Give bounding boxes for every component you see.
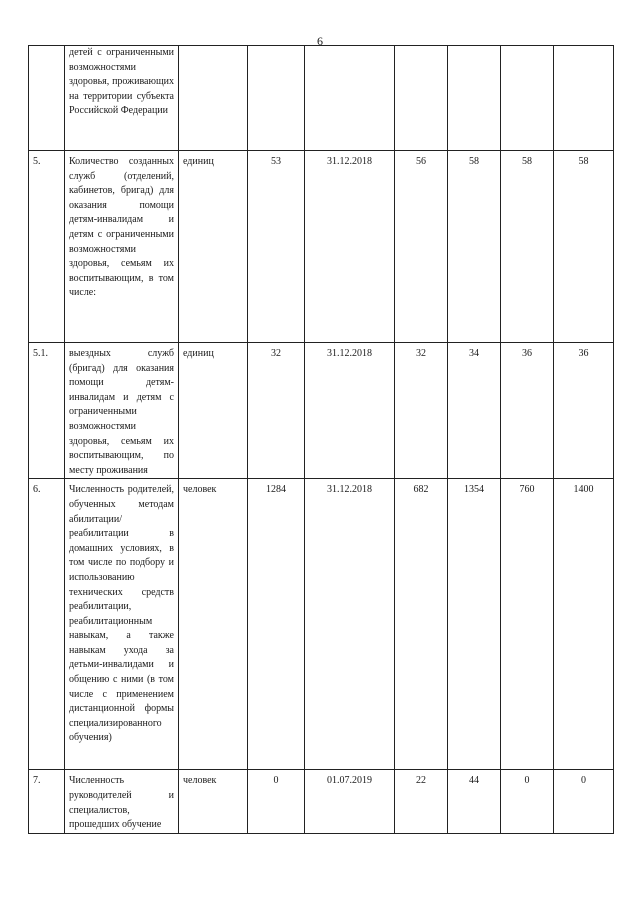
row-number: 5. — [29, 151, 65, 343]
value-cell-4: 58 — [554, 151, 614, 343]
unit-cell: человек — [179, 770, 248, 833]
base-value-cell — [248, 46, 305, 151]
date-cell: 31.12.2018 — [305, 343, 395, 479]
date-cell: 31.12.2018 — [305, 479, 395, 770]
value-cell-3: 760 — [501, 479, 554, 770]
row-number: 6. — [29, 479, 65, 770]
indicator-name — [65, 343, 179, 479]
indicator-name-text: детей с ограниченными возможностями здоровья, проживающих на территории субъекта Российской Федерации — [69, 47, 174, 117]
base-value-cell: 53 — [248, 151, 305, 343]
value-cell-4: 1400 — [554, 479, 614, 770]
value-cell-2: 1354 — [448, 479, 501, 770]
base-value-cell: 32 — [248, 343, 305, 479]
value-cell-4: 36 — [554, 343, 614, 479]
value-cell-1: 32 — [395, 343, 448, 479]
indicator-name-text: Численность руководителей и специалистов, прошедших обучение — [69, 775, 174, 831]
indicator-name — [65, 479, 179, 770]
table-row — [29, 151, 614, 343]
row-number: 7. — [29, 770, 65, 833]
unit-cell: человек — [179, 479, 248, 770]
unit-cell — [179, 46, 248, 151]
table-row — [29, 479, 614, 770]
indicator-name-text: Численность родителей, обученных методам абилитации/реабилитации в домашних условиях, в том числе по подбору и использованию технических средств реабилитации, реабилитационным навыкам, а также навыкам ухода за детьми-инвалидами и общению с ними (в том числе с применением дистанционной формы специализированного обучения) — [69, 484, 174, 744]
value-cell-2: 58 — [448, 151, 501, 343]
date-cell: 31.12.2018 — [305, 151, 395, 343]
base-value-cell: 0 — [248, 770, 305, 833]
value-cell-2 — [448, 46, 501, 151]
row-number: 5.1. — [29, 343, 65, 479]
indicator-name-text: выездных служб (бригад) для оказания помощи детям-инвалидам и детям с ограниченными возможностями здоровья, семьям их воспитывающим, по месту проживания — [69, 348, 174, 476]
indicators-table — [28, 45, 614, 834]
value-cell-3 — [501, 46, 554, 151]
value-cell-4 — [554, 46, 614, 151]
value-cell-1: 682 — [395, 479, 448, 770]
table-row — [29, 46, 614, 151]
unit-cell: единиц — [179, 151, 248, 343]
value-cell-3: 58 — [501, 151, 554, 343]
table-row — [29, 343, 614, 479]
indicator-name-text: Количество созданных служб (отделений, кабинетов, бригад) для оказания помощи детям-инвалидам и детям с ограниченными возможностями здоровья, семьям их воспитывающим, в том числе: — [69, 156, 174, 299]
value-cell-1: 56 — [395, 151, 448, 343]
indicator-name — [65, 46, 179, 151]
value-cell-3: 0 — [501, 770, 554, 833]
date-cell — [305, 46, 395, 151]
value-cell-1 — [395, 46, 448, 151]
page-number: 6 — [317, 34, 323, 48]
indicator-name — [65, 770, 179, 833]
value-cell-1: 22 — [395, 770, 448, 833]
value-cell-4: 0 — [554, 770, 614, 833]
table-row — [29, 770, 614, 833]
value-cell-2: 44 — [448, 770, 501, 833]
indicator-name — [65, 151, 179, 343]
date-cell: 01.07.2019 — [305, 770, 395, 833]
unit-cell: единиц — [179, 343, 248, 479]
value-cell-3: 36 — [501, 343, 554, 479]
value-cell-2: 34 — [448, 343, 501, 479]
row-number — [29, 46, 65, 151]
base-value-cell: 1284 — [248, 479, 305, 770]
